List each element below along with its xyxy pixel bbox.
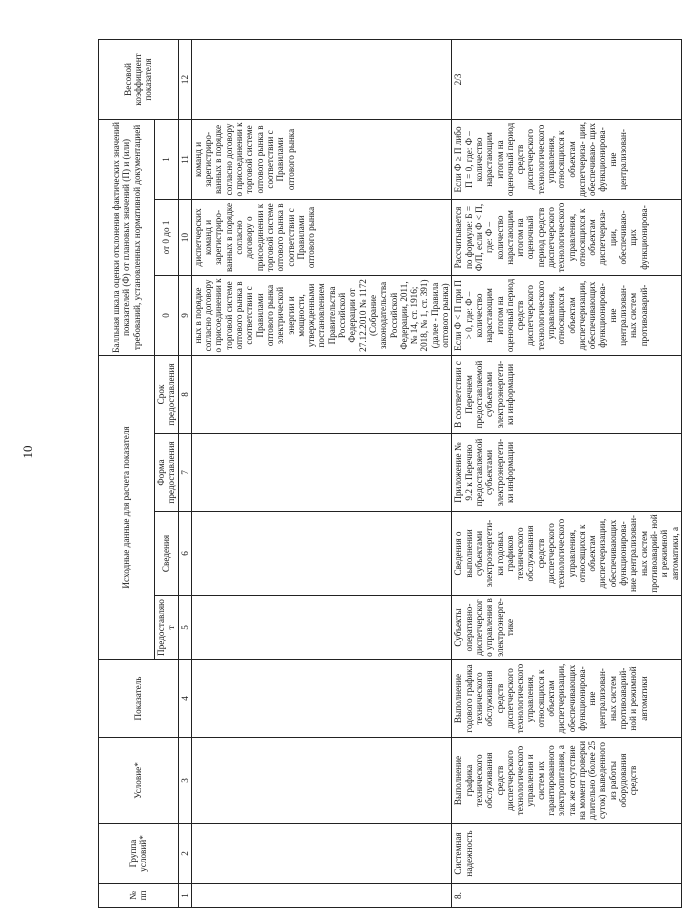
header-col-4: Показатель xyxy=(99,660,179,738)
col-number: 2 xyxy=(178,824,191,884)
col-number: 5 xyxy=(178,596,191,660)
col-number: 8 xyxy=(178,355,191,433)
submission-form: Приложение № 9.2 к Перечню предоставляемой субъектами электроэнергети- ки информации xyxy=(452,434,682,512)
indicator: Выполнение годового графика технического обслуживания средств диспетчерского технологического управления, относящихся к объектам диспетчеризации, обеспечивающих функционирова- ние централизован- ных систем противоаварий- ной и режимной автоматики xyxy=(452,660,682,738)
col-number: 9 xyxy=(178,275,191,355)
header-col-7: Форма предоставления xyxy=(155,434,179,512)
page-number: 10 xyxy=(20,445,35,459)
table-row-continued xyxy=(191,39,451,907)
header-row-1 xyxy=(99,39,155,907)
header-col-12: Весовой коэффициент показателя xyxy=(99,39,179,119)
col-number: 1 xyxy=(178,884,191,908)
col-number: 6 xyxy=(178,512,191,596)
header-score-1: 1 xyxy=(155,119,179,199)
col-number: 4 xyxy=(178,660,191,738)
prev-score-0-text: ных в порядке согласно договору о присоединении к торговой системе оптового рынка в соответствии с Правилами оптового рынка электрической энергии и мощности, утвержденными постановлением Правительства Российской Федерации от 27.12.2010 № 1172 (Собрание законодательства Российской Федерации, 2011, № 14, ст. 1916; 2018, № 1, ст. 391) (далее - Правила оптового рынка) xyxy=(191,275,451,355)
header-scale-group: Балльная шкала оценки отклонения фактических значений показателей (Ф) от плановых значений (П) и (или) требований, установленных нормативной документацией xyxy=(99,119,155,355)
header-col-2: Группа условий* xyxy=(99,824,179,884)
condition: Выполнение графика технического обслуживания средств диспетчерского технологического управления и систем их гарантированного электропитания, а так же отсутствие на момент проверки длительно (более 25 суток) выведенного из работы оборудования средств xyxy=(452,738,682,824)
col-number: 11 xyxy=(178,119,191,199)
rotated-table-container xyxy=(98,40,680,908)
submission-deadline: В соответствии с Перечнем предоставляемой субъектами электроэнергети- ки информации xyxy=(452,355,682,433)
header-col-6: Сведения xyxy=(155,512,179,596)
col-number: 10 xyxy=(178,199,191,275)
column-number-row xyxy=(178,39,191,907)
header-score-0: 0 xyxy=(155,275,179,355)
header-col-1: № пп xyxy=(99,884,179,908)
col-number: 3 xyxy=(178,738,191,824)
condition-group: Системная надежность xyxy=(452,824,682,884)
row-number: 8. xyxy=(452,884,682,908)
table-row-8 xyxy=(452,39,682,907)
score-1-criteria: Если Ф ≥ П либо П = 0, где: Ф – количество нарастающим итогом на оценочный период средств диспетчерского технологического управления, относящихся к объектам диспетчериза- ции, обеспечиваю- щих функционирова- ние централизован- xyxy=(452,119,682,199)
col-number: 7 xyxy=(178,434,191,512)
score-0-criteria: Если Ф < П при П > 0, где: Ф – количество нарастающим итогом на оценочный период средств диспетчерского технологического управления, относящихся к объектам диспетчеризации, обеспечивающих функционирова- ние централизован- ных систем противоаварий- xyxy=(452,275,682,355)
prev-score-1-text: команд и зарегистриро- ванных в порядке согласно договору о присоединении к торговой системе оптового рынка в соответствии с Правилами оптового рынка xyxy=(191,119,451,199)
col-number: 12 xyxy=(178,39,191,119)
provider: Субъекты оперативно- диспетчерского управления в электроэнерге- тике xyxy=(452,596,682,660)
header-score-range: от 0 до 1 xyxy=(155,199,179,275)
header-col-8: Срок предоставления xyxy=(155,355,179,433)
information: Сведения о выполнении субъектами электроэнергети- ки годовых графиков технического обслуживания средств диспетчерского технологического управления, относящихся к объектам диспетчеризации, обеспечивающих функционирова- ние централизован- ных систем противоаварий- ной и режимной автоматики, а xyxy=(452,512,682,596)
header-col-5: Предоставляют xyxy=(155,596,179,660)
prev-score-range-text: диспетчерских команд и зарегистриро- ванных в порядке согласно договору о присоединении к торговой системе оптового рынка в соответствии с Правилами оптового рынка xyxy=(191,199,451,275)
header-source-group: Исходные данные для расчета показателя xyxy=(99,355,155,659)
header-col-3: Условие* xyxy=(99,738,179,824)
weight-coefficient: 2/3 xyxy=(452,39,682,119)
score-range-criteria: Рассчитывается по формуле: Б = Ф/П, если Ф < П, где: Ф – количество нарастающим итогом на оценочный период средств диспетчерского технологического управления, относящихся к объектам диспетчериза- ции, обеспечиваю- щих функционирова- xyxy=(452,199,682,275)
criteria-table xyxy=(98,39,682,908)
